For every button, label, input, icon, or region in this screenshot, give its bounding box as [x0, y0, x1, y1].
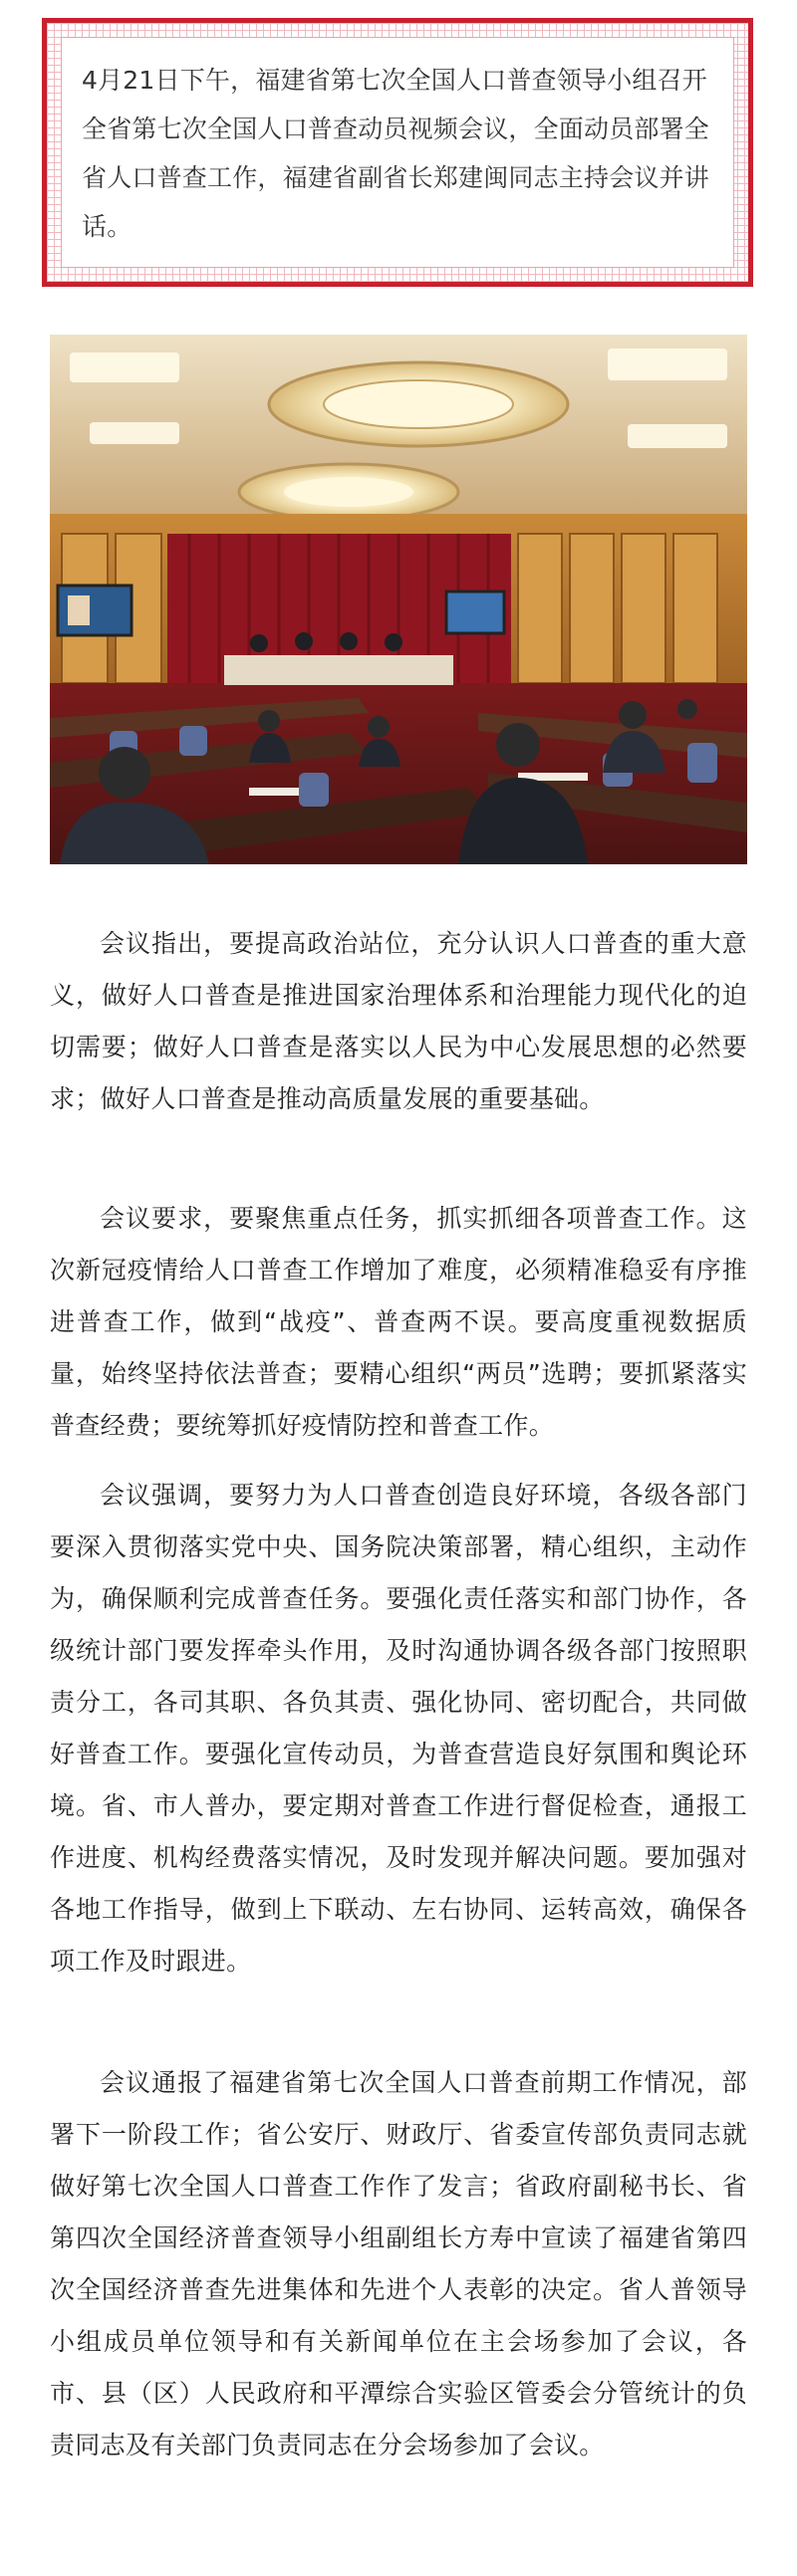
lead-summary-inner — [61, 37, 734, 268]
video-screen-right — [446, 591, 504, 633]
lead-summary-box — [42, 18, 753, 287]
article-paragraph: 会议指出，要提高政治站位，充分认识人口普查的重大意义，做好人口普查是推进国家治理体系和治理能力现代化的迫切需要；做好人口普查是落实以人民为中心发展思想的必然要求；做好人口普查是推动高质量发展的重要基础。 — [50, 929, 747, 1113]
meeting-photo — [50, 335, 747, 864]
article-paragraph: 会议要求，要聚焦重点任务，抓实抓细各项普查工作。这次新冠疫情给人口普查工作增加了难度，必须精准稳妥有序推进普查工作，做到“战疫”、普查两不误。要高度重视数据质量，始终坚持依法普查；要精心组织“两员”选聘；要抓紧落实普查经费；要统筹抓好疫情防控和普查工作。 — [50, 1204, 747, 1440]
article-paragraph: 会议通报了福建省第七次全国人口普查前期工作情况，部署下一阶段工作；省公安厅、财政厅、省委宣传部负责同志就做好第七次全国人口普查工作作了发言；省政府副秘书长、省第四次全国经济普查领导小组副组长方寿中宣读了福建省第四次全国经济普查先进集体和先进个人表彰的决定。省人普领导小组成员单位领导和有关新闻单位在主会场参加了会议，各市、县（区）人民政府和平潭综合实验区管委会分管统计的负责同志及有关部门负责同志在分会场参加了会议。 — [50, 2068, 747, 2459]
meeting-photo-illustration — [50, 335, 747, 864]
article-paragraph: 会议强调，要努力为人口普查创造良好环境，各级各部门要深入贯彻落实党中央、国务院决策部署，精心组织，主动作为，确保顺利完成普查任务。要强化责任落实和部门协作，各级统计部门要发挥牵头作用，及时沟通协调各级各部门按照职责分工，各司其职、各负其责、强化协同、密切配合，共同做好普查工作。要强化宣传动员，为普查营造良好氛围和舆论环境。省、市人普办，要定期对普查工作进行督促检查，通报工作进度、机构经费落实情况，及时发现并解决问题。要加强对各地工作指导，做到上下联动、左右协同、运转高效，确保各项工作及时跟进。 — [50, 1481, 747, 1976]
lead-summary-text: 4月21日下午，福建省第七次全国人口普查领导小组召开全省第七次全国人口普查动员视频会议，全面动员部署全省人口普查工作，福建省副省长郑建闽同志主持会议并讲话。 — [82, 66, 710, 241]
head-table — [224, 655, 453, 685]
